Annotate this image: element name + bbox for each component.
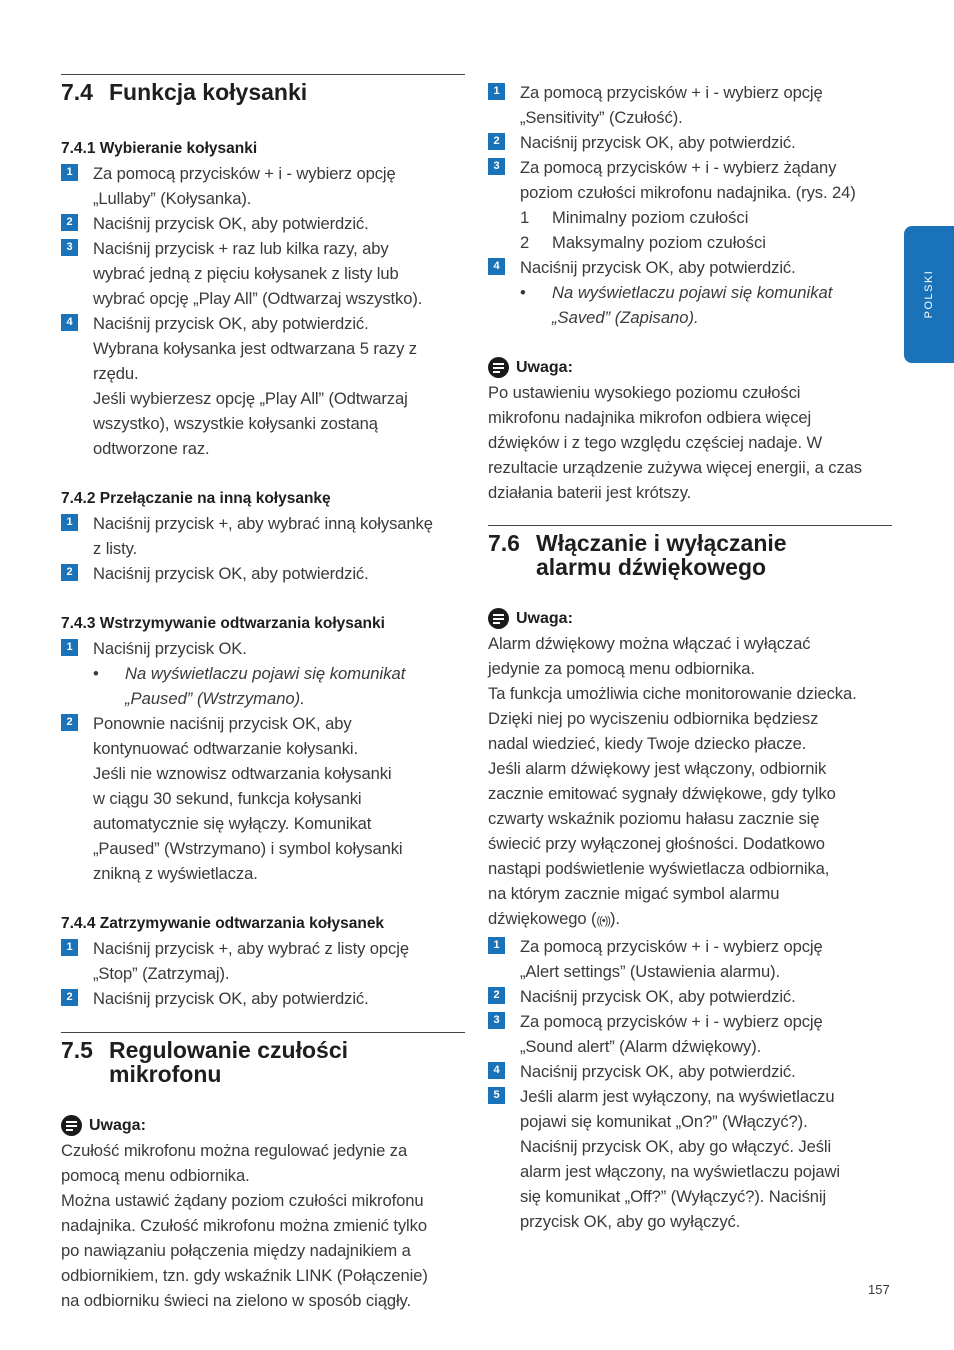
section-rule [488,525,892,526]
text-line: dźwięków i z tego względu częściej nadaje. W [488,433,823,452]
text-line: Naciśnij przycisk OK, aby potwierdzić. [93,989,369,1008]
step-number-badge: 4 [488,1062,505,1079]
bullet-item [93,661,465,711]
bullet-icon: • [520,283,526,302]
step-item [488,984,892,1009]
step-item [61,211,465,236]
steps-7-4-1 [61,161,465,461]
section-rule [61,74,465,75]
text-line: nadajnika. Czułość mikrofonu można zmienić tylko [61,1216,427,1235]
text-line: alarm jest włączony, na wyświetlaczu pojawi [520,1162,841,1181]
bullet-icon: • [93,664,99,683]
text-line: Na wyświetlaczu pojawi się komunikat [552,283,833,302]
step-item [488,155,892,205]
step-number-badge: 2 [61,989,78,1006]
step-number-badge: 5 [488,1087,505,1104]
step-item [488,80,892,130]
sensitivity-level-item: 1 Minimalny poziom czułości [520,208,749,227]
note-icon [61,1115,82,1136]
text-line: Naciśnij przycisk OK, aby potwierdzić. [93,314,369,333]
text-line: Naciśnij przycisk + raz lub kilka razy, aby [93,239,389,258]
text-line: na odbiorniku świeci na zielono w sposób ciągły. [61,1291,412,1310]
step-number-badge: 2 [61,564,78,581]
step-number-badge: 3 [61,239,78,256]
text-line: po nawiązaniu połączenia między nadajnikiem a [61,1241,411,1260]
step-item [61,161,465,211]
text-line: rzędu. [93,364,139,383]
text-line: „Paused” (Wstrzymano). [125,689,305,708]
text-line: się komunikat „Off?” (Wyłączyć?). Naciśnij [520,1187,827,1206]
step-item [61,936,465,986]
step-number-badge: 1 [488,83,505,100]
text-line: Alarm dźwiękowy można włączać i wyłączać [488,634,811,653]
text-line: wszystko), wszystkie kołysanki zostaną [93,414,378,433]
text-line: czwarty wskaźnik poziomu hałasu zacznie się [488,809,820,828]
steps-7-6 [488,934,892,1234]
text-line: odtworzone raz. [93,439,210,458]
text-line: Za pomocą przycisków + i - wybierz opcję [93,164,396,183]
step-number-badge: 1 [61,639,78,656]
step-item: 4 Naciśnij przycisk OK, aby potwierdzić. [488,255,892,280]
section-rule [61,1032,465,1033]
text-line: Naciśnij przycisk OK, aby potwierdzić. [93,564,369,583]
text-line: Naciśnij przycisk OK, aby potwierdzić. [520,987,796,1006]
text-line: „Stop” (Zatrzymaj). [93,964,230,983]
text-line: „Sound alert” (Alarm dźwiękowy). [520,1037,762,1056]
text-line: „Paused” (Wstrzymano) i symbol kołysanki [93,839,403,858]
text-line: nadal wiedzieć, kiedy Twoje dziecko płacze. [488,734,807,753]
text-line: mikrofonu nadajnika mikrofon odbiera więcej [488,408,812,427]
text-line: w ciągu 30 sekund, funkcja kołysanki [93,789,362,808]
text-line: Dzięki niej po wyciszeniu odbiornika będziesz [488,709,819,728]
section-heading-7-4: 7.4 Funkcja kołysanki [61,79,308,105]
text-line: Czułość mikrofonu można regulować jedynie za [61,1141,408,1160]
text-line: Można ustawić żądany poziom czułości mikrofonu [61,1191,424,1210]
note-heading: Uwaga: [61,1113,465,1138]
text-line: Za pomocą przycisków + i - wybierz opcję [520,83,823,102]
steps-7-4-4 [61,936,465,1011]
language-tab-label: POLSKI [923,269,935,319]
step-item [61,711,465,886]
bullet-item [520,280,892,330]
text-line: Jeśli nie wznowisz odtwarzania kołysanki [93,764,392,783]
step-item [488,1009,892,1059]
steps-7-5 [488,80,892,205]
text-line: „Alert settings” (Ustawienia alarmu). [520,962,781,981]
step-number-badge: 1 [488,937,505,954]
text-line: świecić przy wyłączonej głośności. Dodatkowo [488,834,825,853]
text-line: odbiornikiem, tzn. gdy wskaźnik LINK (Połączenie) [61,1266,428,1285]
subsection-heading-7-4-4: 7.4.4 Zatrzymywanie odtwarzania kołysanek [61,915,385,932]
text-line: wybrać opcję „Play All” (Odtwarzaj wszystko). [93,289,423,308]
language-tab [904,226,954,363]
page-number: 157 [868,1282,890,1297]
text-line: na którym zacznie migać symbol alarmu [488,884,780,903]
step-number-badge: 2 [488,133,505,150]
text-line: Ta funkcja umożliwia ciche monitorowanie dziecka. [488,684,857,703]
note-icon [488,357,509,378]
step-number-badge: 2 [61,214,78,231]
note-text: Alarm dźwiękowy można włączać i wyłączać jedynie za pomocą menu odbiornika. Ta funkcja umożliwia ciche monitorowanie dziecka. Dzięki niej po wyciszeniu odbiornika będziesz nadal wiedzieć, kiedy Twoje dziecko płacze. Jeśli alarm dźwiękowy jest włączony, odbiornik zacznie emitować sygnały dźwiękowe, gdy tylko czwarty wskaźnik poziomu hałasu zacznie się świecić przy wyłączonej głośności. Dodatkowo nastąpi podświetlenie wyświetlacza odbiornika, na którym zacznie migać symbol alarmu dźwiękowego (((•))). [488,634,857,928]
text-line: Naciśnij przycisk OK, aby potwierdzić. [520,133,796,152]
text-line: Ponownie naciśnij przycisk OK, aby [93,714,352,733]
sensitivity-level-item: 2 Maksymalny poziom czułości [520,233,766,252]
text-line: jedynie za pomocą menu odbiornika. [488,659,755,678]
subsection-heading-7-4-2: 7.4.2 Przełączanie na inną kołysankę [61,490,331,507]
left-column [61,74,465,1313]
step-number-badge: 2 [488,987,505,1004]
section-heading-7-5: 7.5 Regulowanie czułości mikrofonu [61,1037,348,1087]
text-line: Wybrana kołysanka jest odtwarzana 5 razy z [93,339,417,358]
text-line: przycisk OK, aby go wyłączyć. [520,1212,741,1231]
step-item: 1 Naciśnij przycisk OK. [61,636,465,661]
text-line: Naciśnij przycisk OK, aby potwierdzić. [520,1062,796,1081]
text-line: „Lullaby” (Kołysanka). [93,189,252,208]
text-line: wybrać jedną z pięciu kołysanek z listy lub [93,264,399,283]
step-number-badge: 1 [61,164,78,181]
text-line: pojawi się komunikat „On?” (Włączyć?). [520,1112,808,1131]
text-line: Za pomocą przycisków + i - wybierz żądany [520,158,837,177]
text-line: z listy. [93,539,138,558]
text-line: Na wyświetlaczu pojawi się komunikat [125,664,406,683]
step-item [61,236,465,311]
text-line: Za pomocą przycisków + i - wybierz opcję [520,1012,823,1031]
text-line: Naciśnij przycisk +, aby wybrać inną kołysankę [93,514,433,533]
sound-alarm-icon: ((•)) [596,915,610,927]
step-item [61,561,465,586]
step-number-badge: 4 [488,258,505,275]
text-line: rezultacie urządzenie zużywa więcej energii, a czas [488,458,862,477]
step-number-badge: 3 [488,1012,505,1029]
step-item [488,1059,892,1084]
text-line: automatycznie się wyłączy. Komunikat [93,814,372,833]
note-heading: Uwaga: [488,355,892,380]
text-line: Jeśli wybierzesz opcję „Play All” (Odtwarzaj [93,389,408,408]
right-column [488,74,892,1234]
sensitivity-levels [488,205,892,255]
text-line: Jeśli alarm jest wyłączony, na wyświetlaczu [520,1087,835,1106]
text-line: Naciśnij przycisk OK, aby potwierdzić. [93,214,369,233]
text-line: znikną z wyświetlacza. [93,864,258,883]
note-heading: Uwaga: [488,606,892,631]
step-item [61,986,465,1011]
steps-7-4-2 [61,511,465,586]
step-item [488,130,892,155]
text-line: „Saved” (Zapisano). [552,308,699,327]
text-line: Po ustawieniu wysokiego poziomu czułości [488,383,801,402]
note-text [488,380,892,505]
text-line: „Sensitivity” (Czułość). [520,108,683,127]
text-line: Naciśnij przycisk +, aby wybrać z listy opcję [93,939,409,958]
step-number-badge: 3 [488,158,505,175]
text-line: zacznie emitować sygnały dźwiękowe, gdy tylko [488,784,836,803]
step-item [488,934,892,984]
note-text [61,1138,465,1313]
text-line: poziom czułości mikrofonu nadajnika. (rys. 24) [520,183,856,202]
text-line: kontynuować odtwarzanie kołysanki. [93,739,359,758]
step-number-badge: 1 [61,939,78,956]
text-line: nastąpi podświetlenie wyświetlacza odbiornika, [488,859,830,878]
text-line: pomocą menu odbiornika. [61,1166,250,1185]
step-item [61,511,465,561]
section-heading-7-6: 7.6 Włączanie i wyłączanie alarmu dźwiękowego [488,530,787,580]
text-line: Za pomocą przycisków + i - wybierz opcję [520,937,823,956]
note-icon [488,608,509,629]
subsection-heading-7-4-1: 7.4.1 Wybieranie kołysanki [61,140,258,157]
subsection-heading-7-4-3: 7.4.3 Wstrzymywanie odtwarzania kołysanki [61,615,385,632]
step-number-badge: 2 [61,714,78,731]
step-item [61,311,465,461]
text-line: Jeśli alarm dźwiękowy jest włączony, odbiornik [488,759,827,778]
step-number-badge: 4 [61,314,78,331]
text-line: Naciśnij przycisk OK, aby go włączyć. Jeśli [520,1137,832,1156]
step-number-badge: 1 [61,514,78,531]
text-line: działania baterii jest krótszy. [488,483,692,502]
step-item [488,1084,892,1234]
